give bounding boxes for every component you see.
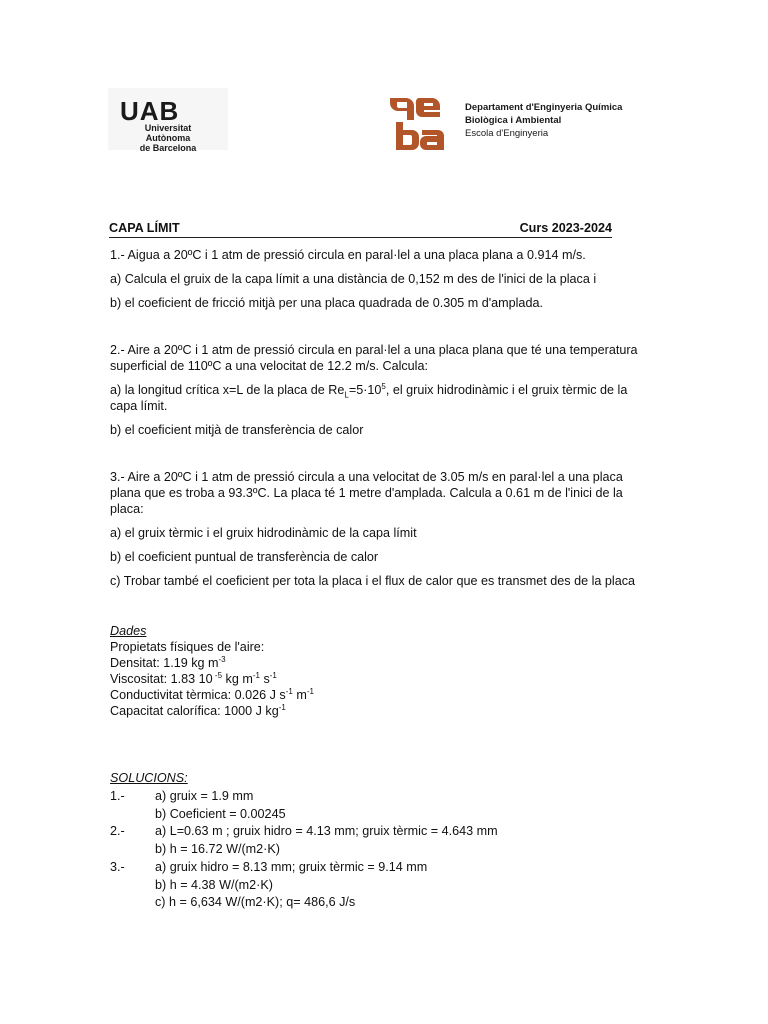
problem1-part-b: b) el coeficient de fricció mitjà per una placa quadrada de 0.305 m d'amplada. xyxy=(110,296,543,310)
dades-conductivitat xyxy=(110,687,314,703)
problem2-statement-line1: 2.- Aire a 20ºC i 1 atm de pressió circula en paral·lel a una placa plana que té una temperatura xyxy=(110,343,638,357)
solution-num: 2.- xyxy=(110,824,125,838)
solution-text: a) gruix = 1.9 mm xyxy=(155,789,254,803)
problem3-statement-line3: placa: xyxy=(110,502,144,516)
solution-text: b) h = 16.72 W/(m2·K) xyxy=(155,842,280,856)
uab-name xyxy=(122,123,214,153)
problem3-statement-line1: 3.- Aire a 20ºC i 1 atm de pressió circula a una velocitat de 3.05 m/s en paral·lel a una placa xyxy=(110,470,623,484)
capacitat-exp: -1 xyxy=(278,702,286,712)
qeba-logo xyxy=(388,92,452,154)
dept-line3: Escola d'Enginyeria xyxy=(465,128,549,139)
conductivitat-unit: m xyxy=(292,688,307,702)
solucions-heading: SOLUCIONS: xyxy=(110,771,188,785)
department-info xyxy=(465,101,622,140)
uab-name-line2: de Barcelona xyxy=(139,143,197,153)
conductivitat-exp2: -1 xyxy=(306,686,314,696)
dept-line1: Departament d'Enginyeria Química xyxy=(465,102,623,113)
problem1-part-a: a) Calcula el gruix de la capa límit a una distància de 0,152 m des de l'inici de la placa i xyxy=(110,272,597,286)
solution-text: b) Coeficient = 0.00245 xyxy=(155,807,286,821)
capacitat-text: Capacitat calorífica: 1000 J kg xyxy=(110,704,279,718)
uab-name-line1: Universitat Autònoma xyxy=(144,123,192,143)
page-title: CAPA LÍMIT xyxy=(109,221,180,235)
solution-text: a) L=0.63 m ; gruix hidro = 4.13 mm; gruix tèrmic = 4.643 mm xyxy=(155,824,498,838)
dades-intro: Propietats físiques de l'aire: xyxy=(110,640,265,654)
problem2-statement-line2: superficial de 110ºC a una velocitat de 12.2 m/s. Calcula: xyxy=(110,359,428,373)
course-year: Curs 2023-2024 xyxy=(519,221,612,235)
dades-capacitat xyxy=(110,703,286,719)
problem3-part-b: b) el coeficient puntual de transferència de calor xyxy=(110,550,379,564)
dept-line2: Biològica i Ambiental xyxy=(465,115,562,126)
dades-heading: Dades xyxy=(110,624,147,638)
problem2-a-sup: 5 xyxy=(381,381,386,391)
title-row xyxy=(109,221,612,238)
problem2-a-mid: =5·10 xyxy=(348,383,382,397)
solution-text: b) h = 4.38 W/(m2·K) xyxy=(155,878,273,892)
viscositat-exp2: -1 xyxy=(252,670,260,680)
viscositat-exp1: -5 xyxy=(212,670,223,680)
densitat-exp: -3 xyxy=(218,654,226,664)
viscositat-text: Viscositat: 1.83 10 xyxy=(110,672,213,686)
problem3-part-c: c) Trobar també el coeficient per tota la placa i el flux de calor que es transmet des de la placa xyxy=(110,574,636,588)
problem2-part-b: b) el coeficient mitjà de transferència de calor xyxy=(110,423,364,437)
problem3-part-a: a) el gruix tèrmic i el gruix hidrodinàmic de la capa límit xyxy=(110,526,417,540)
conductivitat-text: Conductivitat tèrmica: 0.026 J s xyxy=(110,688,286,702)
problem2-part-a-line2: capa límit. xyxy=(110,399,168,413)
viscositat-exp3: -1 xyxy=(269,670,277,680)
solution-num: 1.- xyxy=(110,789,125,803)
solution-text: c) h = 6,634 W/(m2·K); q= 486,6 J/s xyxy=(155,895,356,909)
dades-viscositat xyxy=(110,671,277,687)
conductivitat-exp1: -1 xyxy=(285,686,293,696)
uab-logo xyxy=(108,88,228,153)
problem2-a-prefix: a) la longitud crítica x=L de la placa de Re xyxy=(110,383,345,397)
problem2-a-sub: L xyxy=(344,390,349,400)
densitat-text: Densitat: 1.19 kg m xyxy=(110,656,219,670)
solution-num: 3.- xyxy=(110,860,125,874)
problem3-statement-line2: plana que es troba a 93.3ºC. La placa té 1 metre d'amplada. Calcula a 0.61 m de l'inici de la xyxy=(110,486,623,500)
problem2-a-suffix: , el gruix hidrodinàmic i el gruix tèrmic de la xyxy=(385,383,628,397)
uab-mark: UAB xyxy=(120,96,180,126)
problem2-part-a xyxy=(110,382,627,398)
dades-densitat xyxy=(110,655,226,671)
problem1-statement: 1.- Aigua a 20ºC i 1 atm de pressió circula en paral·lel a una placa plana a 0.914 m/s. xyxy=(110,248,586,262)
viscositat-unit: kg m xyxy=(222,672,253,686)
solution-text: a) gruix hidro = 8.13 mm; gruix tèrmic = 9.14 mm xyxy=(155,860,428,874)
viscositat-unit2: s xyxy=(259,672,270,686)
